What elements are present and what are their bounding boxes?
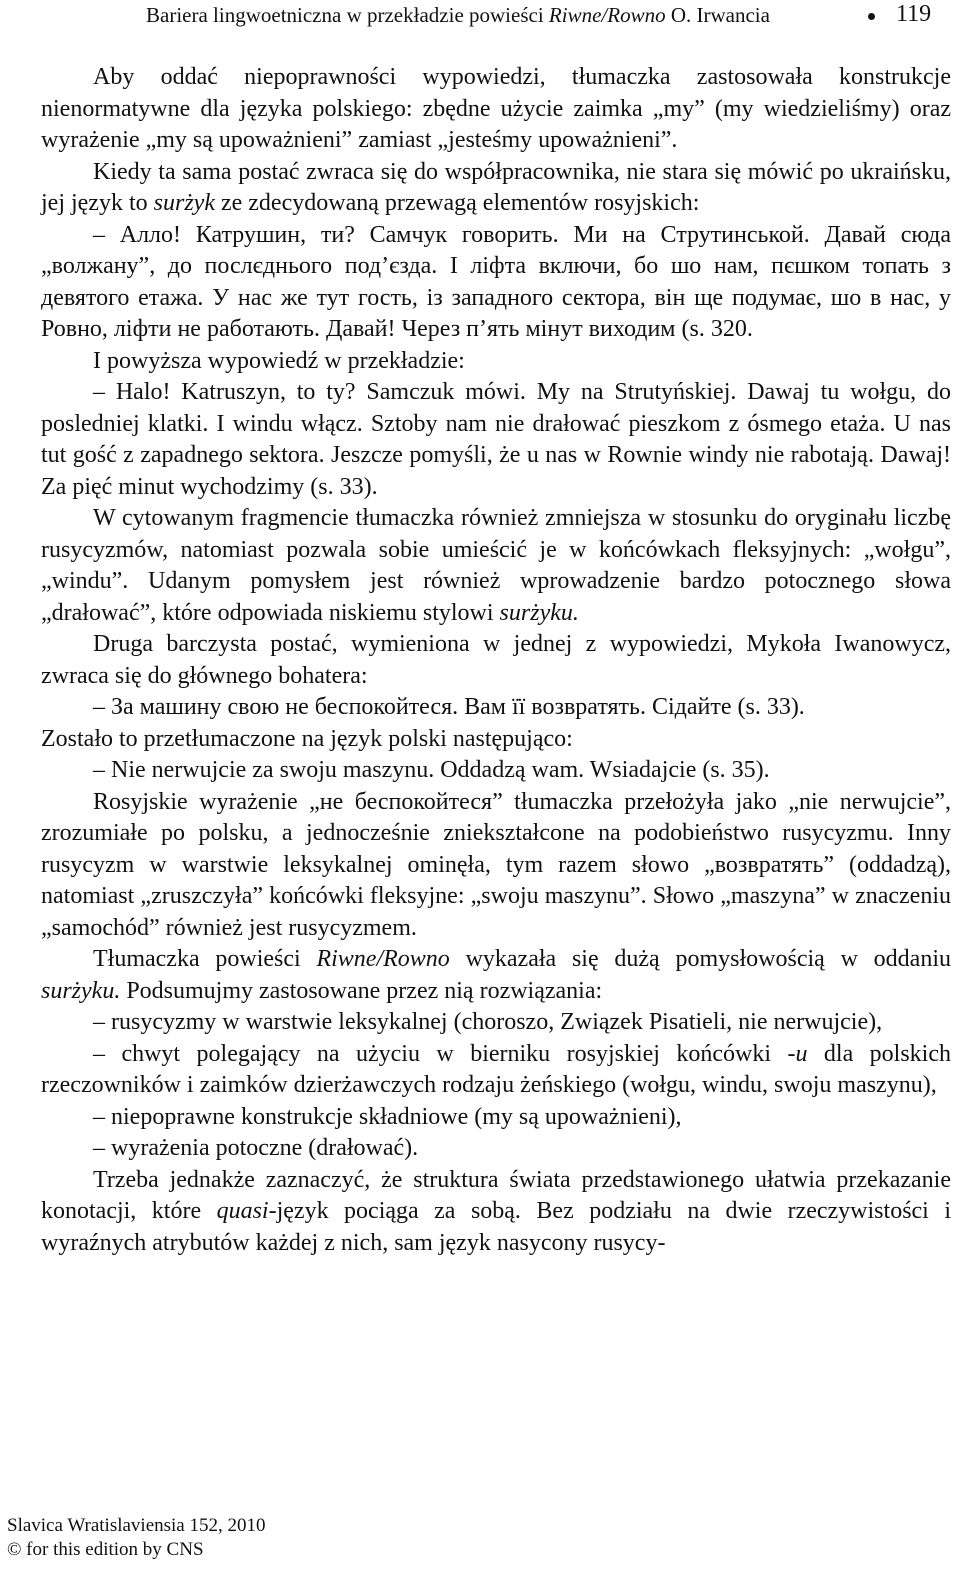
- quote-ukrainian: – Алло! Катрушин, ти? Самчук говорить. Ми на Струтинськой. Давай сюда „волжану”, до послєднього под’єзда. І ліфта включи, бо шо нам, пєшком топать з девятого етажа. У нас же тут гость, із западного сектора, він ще подумає, шо в нас, у Ровно, ліфти не работають. Давай! Через п’ять мінут виходим (s. 320.: [41, 221, 951, 342]
- quote-polish: – Halo! Katruszyn, to ty? Samczuk mówi. My na Strutyńskiej. Dawaj tu wołgu, do posledniej klatki. I windu włącz. Sztoby nam nie drałować pieszkom z ósmego etaża. U nas tut gość z zapadnego sektora. Jeszcze pomyśli, że u nas w Rownie windy nie rabotają. Dawaj! Za pięć minut wychodzimy (s. 33).: [41, 379, 951, 500]
- journal-citation: Slavica Wratislaviensia 152, 2010: [7, 1515, 266, 1536]
- paragraph: Zostało to przetłumaczone na język polski następująco:: [41, 725, 573, 752]
- paragraph: I powyższa wypowiedź w przekładzie:: [93, 347, 465, 374]
- quote-ukrainian: – За машину свою не беспокойтеся. Вам її возвратять. Сідайте (s. 33).: [93, 694, 805, 720]
- paragraph: Trzeba jednakże zaznaczyć, że struktura świata przedstawionego ułatwia przekazanie konotacji, które quasi-język pociąga za sobą. Bez podziału na dwie rzeczywistości i wyraźnych atrybutów każdej z nich, sam język nasycony rusycy-: [41, 1166, 951, 1256]
- list-item: – niepoprawne konstrukcje składniowe (my są upoważnieni),: [93, 1103, 682, 1130]
- paragraph: Rosyjskie wyrażenie „не беспокойтеся” tłumaczka przełożyła jako „nie nerwujcie”, zrozumiałe po polsku, a jednocześnie zniekształcone na podobieństwo rusycyzmu. Inny rusycyzm w warstwie leksykalnej ominęła, tym razem słowo „возвратять” (oddadzą), natomiast „zruszczyła” końcówki fleksyjne: „swoju maszynu”. Słowo „maszyna” w znaczeniu „samochód” również jest rusycyzmem.: [41, 788, 951, 941]
- quote-polish: – Nie nerwujcie za swoju maszynu. Oddadzą wam. Wsiadajcie (s. 35).: [93, 757, 770, 783]
- body-text: [41, 62, 951, 1259]
- running-title: Bariera lingwoetniczna w przekładzie powieści Riwne/Rowno O. Irwancia: [146, 3, 770, 27]
- list-item: – rusycyzmy w warstwie leksykalnej (choroszo, Związek Pisatieli, nie nerwujcie),: [93, 1009, 883, 1035]
- page-number: 119: [896, 1, 932, 27]
- paragraph: W cytowanym fragmencie tłumaczka również zmniejsza w stosunku do oryginału liczbę rusycyzmów, natomiast pozwala sobie umieścić je w końcówkach fleksyjnych: „wołgu”, „windu”. Udanym pomysłem jest również wprowadzenie bardzo potocznego słowa „drałować”, które odpowiada niskiemu stylowi surżyku.: [41, 505, 951, 626]
- running-header: [0, 0, 960, 34]
- paragraph: Druga barczysta postać, wymieniona w jednej z wypowiedzi, Mykoła Iwanowycz, zwraca się do głównego bohatera:: [41, 631, 951, 689]
- page-footer: [7, 1514, 266, 1562]
- paragraph: Aby oddać niepoprawności wypowiedzi, tłumaczka zastosowała konstrukcje nienormatywne dla języka polskiego: zbędne użycie zaimka „my” (my wiedzieliśmy) oraz wyrażenie „my są upoważnieni” zamiast „jesteśmy upoważnieni”.: [41, 64, 951, 153]
- bullet-separator: [868, 13, 875, 20]
- paragraph: Tłumaczka powieści Riwne/Rowno wykazała się dużą pomysłowością w oddaniu surżyku. Podsumujmy zastosowane przez nią rozwiązania:: [41, 946, 951, 1004]
- list-item: – chwyt polegający na użyciu w bierniku rosyjskiej końcówki -u dla polskich rzeczowników i zaimków dzierżawczych rodzaju żeńskiego (wołgu, windu, swoju maszynu),: [41, 1040, 951, 1098]
- list-item: – wyrażenia potoczne (drałować).: [93, 1135, 419, 1161]
- paragraph: Kiedy ta sama postać zwraca się do współpracownika, nie stara się mówić po ukraińsku, jej język to surżyk ze zdecydowaną przewagą elementów rosyjskich:: [41, 158, 951, 216]
- copyright-notice: © for this edition by CNS: [7, 1539, 204, 1560]
